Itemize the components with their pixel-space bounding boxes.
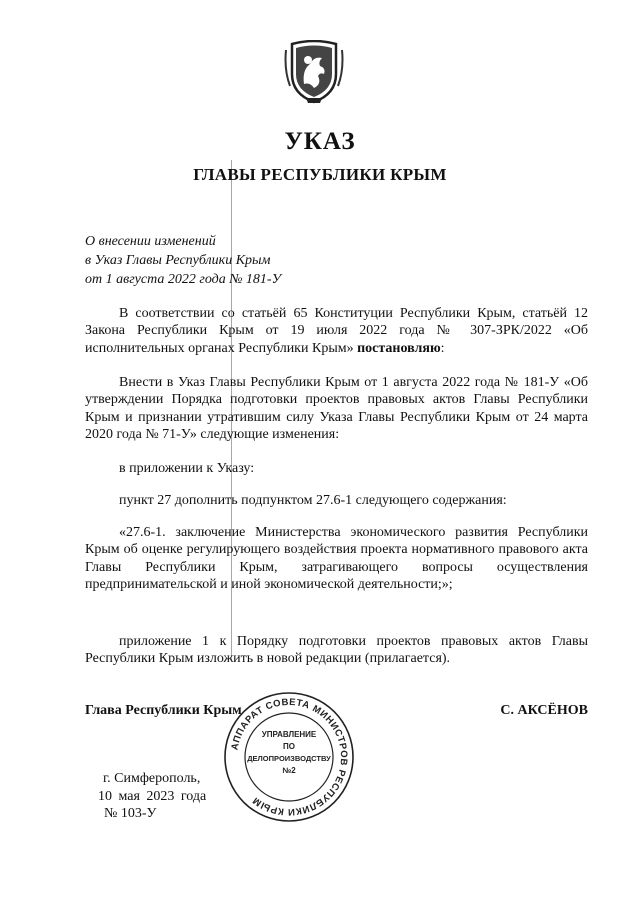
paragraph-amendment: Внести в Указ Главы Республики Крым от 1 августа 2022 года № 181-У «Об утверждении Порядка подготовки проектов правовых актов Главы Республики Крым и признании утратившим силу Указа Главы Республики Крым от 24 марта 2020 года № 71-У» следующие изменения: xyxy=(85,375,588,443)
paragraph-new-edition: приложение 1 к Порядку подготовки проектов правовых актов Главы Республики Крым изложить в новой редакции (прилагается). xyxy=(85,634,588,667)
stamp-line: №2 xyxy=(282,766,296,775)
official-stamp xyxy=(222,690,356,824)
issue-date: 10 мая 2023 года xyxy=(98,789,207,804)
subject-line: в Указ Главы Республики Крым xyxy=(85,253,271,268)
preamble-text: В соответствии со статьёй 65 Конституции Республики Крым, статьёй 12 Закона Республики Крым от 19 июля 2022 года № 307-ЗРК/2022 «Об исполнительных органах Республики Крым» xyxy=(85,306,588,356)
stamp-ring-text: АППАРАТ СОВЕТА МИНИСТРОВ РЕСПУБЛИКИ КРЫМ xyxy=(229,696,350,818)
issue-city: г. Симферополь, xyxy=(103,771,201,786)
preamble-decree-word: постановляю xyxy=(357,340,441,356)
coat-of-arms-icon xyxy=(284,40,344,104)
decree-subject xyxy=(85,232,281,289)
stamp-line: ПО xyxy=(283,742,295,751)
paragraph-preamble xyxy=(85,305,588,357)
signer-name: С. АКСЁНОВ xyxy=(500,703,588,718)
document-subtitle: ГЛАВЫ РЕСПУБЛИКИ КРЫМ xyxy=(193,165,447,184)
stamp-line: УПРАВЛЕНИЕ xyxy=(261,730,317,739)
stamp-line: ДЕЛОПРОИЗВОДСТВУ xyxy=(247,754,331,763)
decree-number: № 103-У xyxy=(104,806,157,821)
paragraph-addition: пункт 27 дополнить подпунктом 27.6-1 следующего содержания: xyxy=(119,493,507,508)
paragraph-new-subitem: «27.6-1. заключение Министерства экономического развития Республики Крым об оценке регулирующего воздействия проекта нормативного правового акта Главы Республики Крым, затрагивающего вопросы осуществления предпринимательской и иной экономической деятельности;»; xyxy=(85,525,588,593)
document-title: УКАЗ xyxy=(284,128,356,155)
signer-position: Глава Республики Крым xyxy=(85,703,242,718)
paragraph-appendix-ref: в приложении к Указу: xyxy=(119,461,255,476)
preamble-tail: : xyxy=(440,340,445,356)
subject-line: О внесении изменений xyxy=(85,234,216,249)
subject-line: от 1 августа 2022 года № 181-У xyxy=(85,272,281,287)
